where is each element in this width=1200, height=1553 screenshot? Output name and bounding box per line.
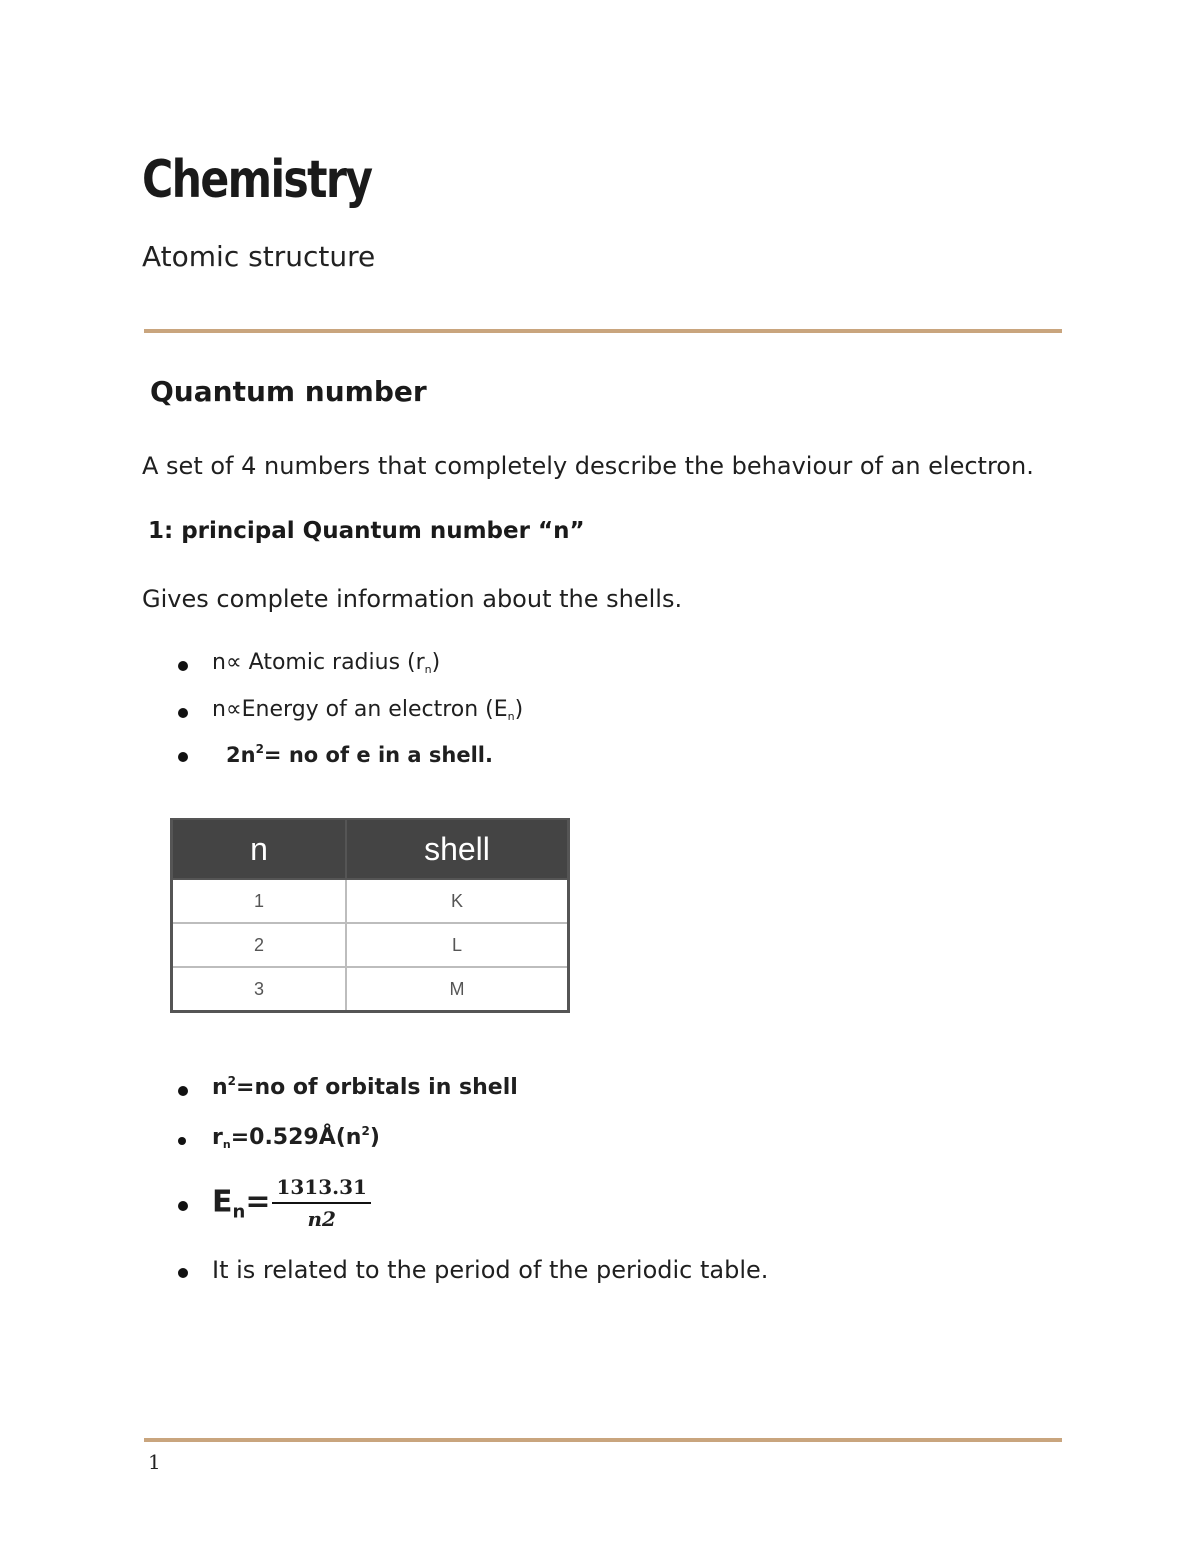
bullet-dot <box>178 1137 186 1145</box>
bullet-text-middle: =0.529Å(n <box>230 1125 362 1150</box>
bullet-dot <box>178 752 188 762</box>
bullet-text: r <box>212 1125 223 1150</box>
document-title: Chemistry <box>142 150 372 210</box>
bullet-dot <box>178 1086 188 1096</box>
header-divider <box>144 329 1062 333</box>
bullet-energy <box>212 697 523 723</box>
equals-sign: = <box>245 1184 271 1220</box>
table-cell: M <box>346 967 569 1012</box>
table-row <box>172 923 569 967</box>
page-number: 1 <box>148 1450 161 1474</box>
bullet-radius-formula <box>212 1124 380 1151</box>
bullet-text-suffix: ) <box>369 1125 380 1150</box>
superscript: 2 <box>361 1124 370 1138</box>
bullet-text: n∝Energy of an electron (E <box>212 697 508 722</box>
table-cell: L <box>346 923 569 967</box>
table-row <box>172 879 569 923</box>
bullet-atomic-radius <box>212 650 440 676</box>
bullet-text: n <box>212 1075 228 1100</box>
bullet-dot <box>178 1268 188 1278</box>
bullet-text-suffix: ) <box>431 650 441 675</box>
table-cell: 1 <box>172 879 346 923</box>
table-row <box>172 967 569 1012</box>
bullet-text: 2n <box>226 743 256 767</box>
bullet-dot <box>178 661 188 671</box>
table-header-row <box>172 819 569 879</box>
table-cell: 3 <box>172 967 346 1012</box>
subscript: n <box>232 1201 246 1223</box>
bullet-text-suffix: =no of orbitals in shell <box>236 1075 518 1100</box>
document-subtitle: Atomic structure <box>142 240 376 273</box>
table-cell: K <box>346 879 569 923</box>
subheading: 1: principal Quantum number “n” <box>148 518 585 544</box>
fraction-denominator: n2 <box>307 1207 336 1231</box>
bullet-orbitals <box>212 1074 518 1100</box>
bullet-text-suffix: = no of e in a shell. <box>263 743 493 767</box>
bullet-periodic-table: It is related to the period of the periodic table. <box>212 1256 769 1284</box>
subscript: n <box>222 1138 231 1151</box>
bullet-text: n∝ Atomic radius (r <box>212 650 425 675</box>
superscript: 2 <box>227 1074 237 1088</box>
subscript: n <box>424 663 432 676</box>
fraction-numerator: 1313.31 <box>272 1175 370 1204</box>
bullet-electrons-per-shell <box>226 742 493 767</box>
bullet-energy-formula <box>212 1175 371 1231</box>
intro-paragraph: A set of 4 numbers that completely describe the behaviour of an electron. <box>142 452 1034 480</box>
superscript: 2 <box>255 742 264 756</box>
footer-divider <box>144 1438 1062 1442</box>
shell-table <box>170 818 570 1013</box>
fraction <box>272 1175 370 1231</box>
bullet-dot <box>178 708 188 718</box>
description-paragraph: Gives complete information about the shells. <box>142 585 683 613</box>
column-header-shell: shell <box>346 819 569 879</box>
section-heading: Quantum number <box>150 375 427 408</box>
table-cell: 2 <box>172 923 346 967</box>
subscript: n <box>507 710 515 723</box>
column-header-n: n <box>172 819 346 879</box>
bullet-text: E <box>212 1184 233 1220</box>
bullet-dot <box>178 1201 188 1211</box>
bullet-text-suffix: ) <box>514 697 524 722</box>
